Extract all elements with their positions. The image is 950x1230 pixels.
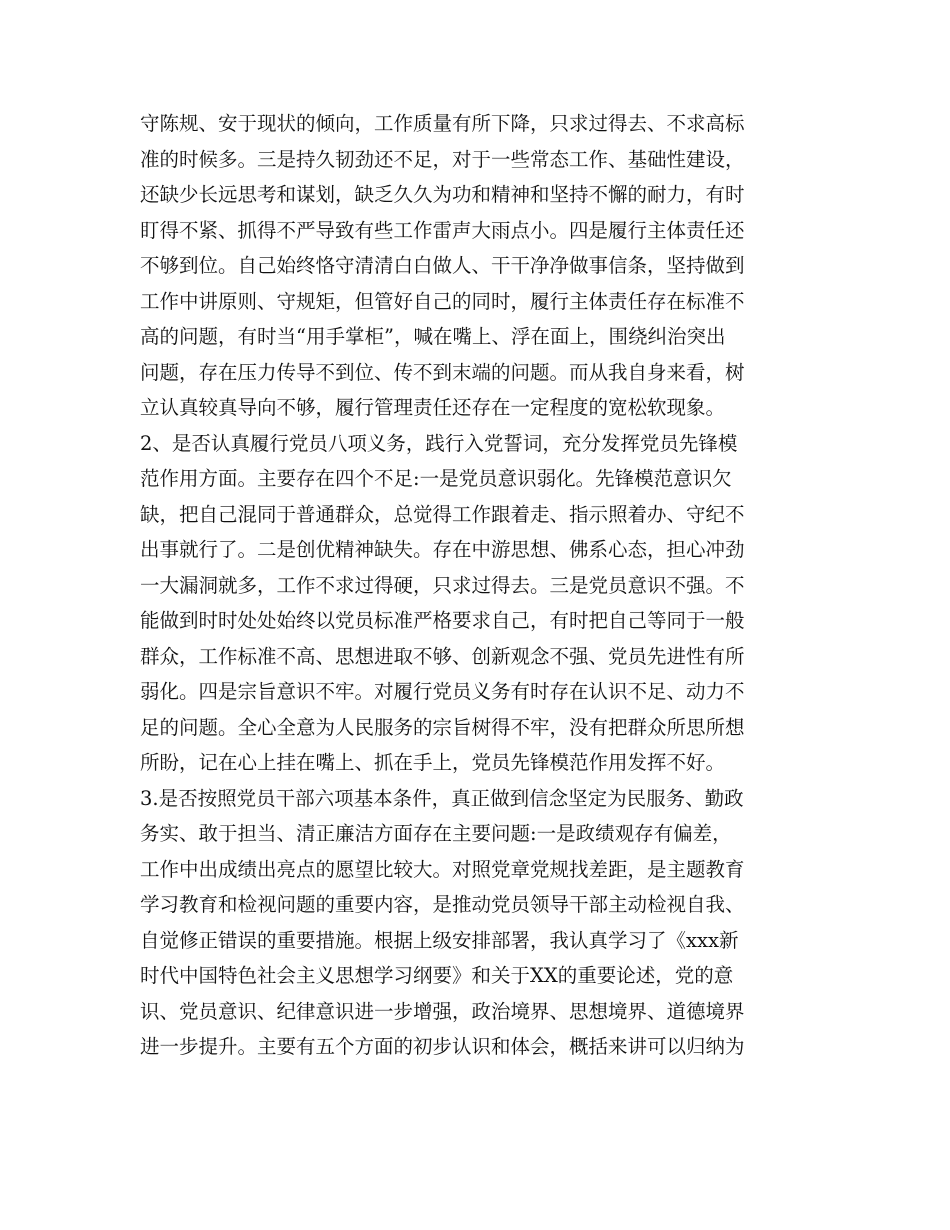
text-line: 务实、敢于担当、清正廉洁方面存在主要问题:一是政绩观存有偏差，: [140, 822, 732, 845]
text-line: 还缺少长远思考和谋划，缺乏久久为功和精神和坚持不懈的耐力，有时: [140, 183, 745, 206]
text-line: 足的问题。全心全意为人民服务的宗旨树得不牢，没有把群众所思所想: [140, 715, 745, 739]
text-line: 能做到时时处处始终以党员标准严格要求自己，有时把自己等同于一般: [140, 609, 745, 632]
text-line: 范作用方面。主要存在四个不足:一是党员意识弱化。先锋模范意识欠: [140, 467, 732, 490]
text-line: 准的时候多。三是持久韧劲还不足，对于一些常态工作、基础性建设，: [140, 147, 745, 171]
text-line: 进一步提升。主要有五个方面的初步认识和体会，概括来讲可以归纳为: [140, 1035, 745, 1058]
text-line: 工作中出成绩出亮点的愿望比较大。对照党章党规找差距，是主题教育: [140, 857, 745, 881]
text-line: 3.是否按照党员干部六项基本条件，真正做到信念坚定为民服务、勤政: [140, 786, 744, 810]
text-line: 所盼，记在心上挂在嘴上、抓在手上，党员先锋模范作用发挥不好。: [140, 751, 726, 774]
text-line: 问题，存在压力传导不到位、传不到末端的问题。而从我自身来看，树: [140, 360, 745, 384]
text-line: 时代中国特色社会主义思想学习纲要》和关于XX的重要论述，党的意: [140, 964, 734, 987]
text-line: 2、是否认真履行党员八项义务，践行入党誓词，充分发挥党员先锋模: [140, 431, 738, 455]
text-line: 学习教育和检视问题的重要内容，是推动党员领导干部主动检视自我、: [140, 893, 745, 916]
text-line: 一大漏洞就多，工作不求过得硬，只求过得去。三是党员意识不强。不: [140, 573, 745, 597]
text-line: 群众，工作标准不高、思想进取不够、创新观念不强、党员先进性有所: [140, 644, 745, 668]
text-line: 自觉修正错误的重要措施。根据上级安排部署，我认真学习了《xxx新: [140, 928, 739, 952]
text-line: 弱化。四是宗旨意识不牢。对履行党员义务有时存在认识不足、动力不: [140, 680, 745, 703]
body-text: [140, 106, 830, 1065]
text-line: 守陈规、安于现状的倾向，工作质量有所下降，只求过得去、不求高标: [140, 112, 745, 135]
text-line: 立认真较真导向不够，履行管理责任还存在一定程度的宽松软现象。: [140, 396, 726, 419]
text-line: 工作中讲原则、守规矩，但管好自己的同时，履行主体责任存在标准不: [140, 289, 745, 313]
text-line: 出事就行了。二是创优精神缺失。存在中游思想、佛系心态，担心冲劲: [140, 538, 745, 561]
text-line: 盯得不紧、抓得不严导致有些工作雷声大雨点小。四是履行主体责任还: [140, 218, 745, 242]
text-line: 不够到位。自己始终恪守清清白白做人、干干净净做事信条，坚持做到: [140, 254, 745, 277]
text-line: 识、党员意识、纪律意识进一步增强，政治境界、思想境界、道德境界: [140, 999, 745, 1023]
text-line: 高的问题，有时当“用手掌柜”，喊在嘴上、浮在面上，围绕纠治突出: [140, 325, 726, 348]
text-line: 缺，把自己混同于普通群众，总觉得工作跟着走、指示照着办、守纪不: [140, 502, 745, 526]
